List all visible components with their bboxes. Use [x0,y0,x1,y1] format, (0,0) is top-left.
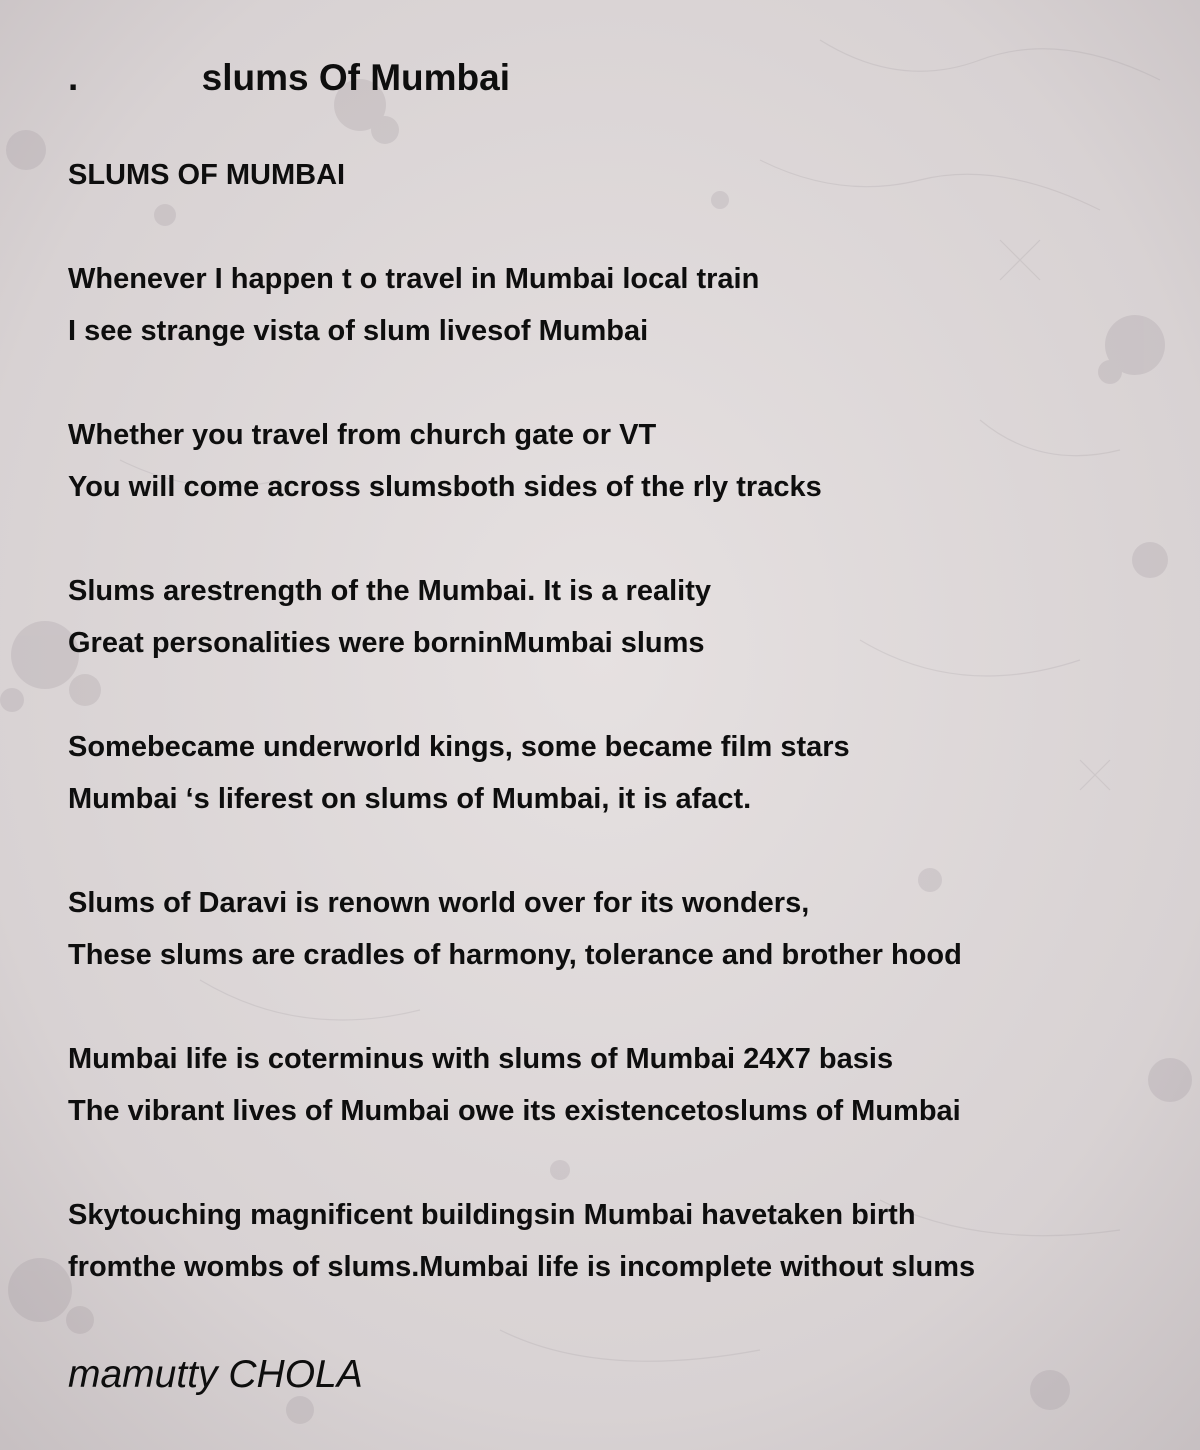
poem-line: Mumbai life is coterminus with slums of Mumbai 24X7 basis [68,1043,894,1075]
poem-line: Skytouching magnificent buildingsin Mumbai havetaken birth [68,1199,916,1231]
poem-line: The vibrant lives of Mumbai owe its existencetoslums of Mumbai [68,1095,961,1127]
poem-line: Great personalities were borninMumbai slums [68,627,705,659]
poem-line: fromthe wombs of slums.Mumbai life is incomplete without slums [68,1251,976,1283]
poem-line: You will come across slumsboth sides of the rly tracks [68,471,822,503]
poem-line: Whether you travel from church gate or VT [68,419,657,451]
poem-line: Somebecame underworld kings, some became film stars [68,731,850,763]
poem-line: Slums of Daravi is renown world over for its wonders, [68,887,810,919]
poem-line: These slums are cradles of harmony, tolerance and brother hood [68,939,962,971]
poem-line: I see strange vista of slum livesof Mumbai [68,315,649,347]
poem-line: Mumbai ‘s liferest on slums of Mumbai, it is afact. [68,783,752,815]
poem-author[interactable]: mamutty CHOLA [68,1353,363,1396]
poem-line: Slums arestrength of the Mumbai. It is a reality [68,575,711,607]
poem-heading: SLUMS OF MUMBAI [68,159,346,191]
poem-title: . slums Of Mumbai [68,57,511,98]
poem-line: Whenever I happen t o travel in Mumbai local train [68,263,760,295]
